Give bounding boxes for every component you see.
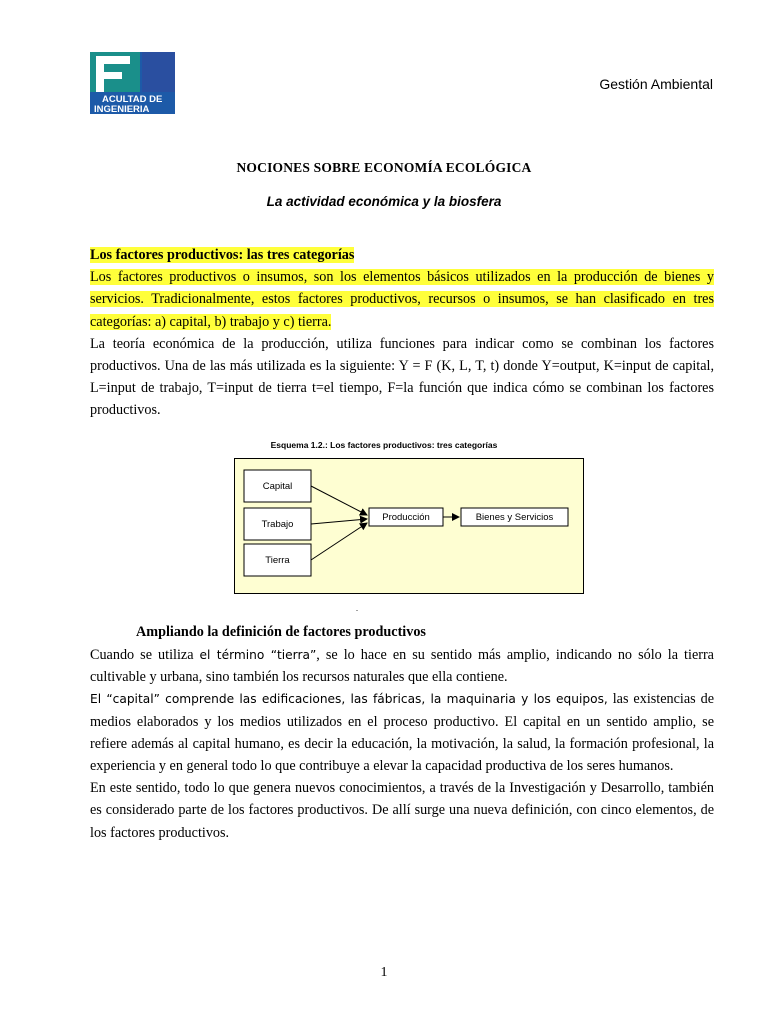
label-capital: Capital [262,481,293,492]
section2-paragraph-2 [90,688,714,777]
section2-paragraph-3: En este sentido, todo lo que genera nuevos conocimientos, a través de la Investigación y Desarrollo, también es considerado parte de los factores productivos. De allí surge una nueva definición, con cinco elementos, de los factores productivos. [90,780,714,841]
logo-line1: ACULTAD DE [102,94,163,105]
section1-paragraph: La teoría económica de la producción, utiliza funciones para indicar como se combinan los factores productivos. Una de las más utilizada es la siguiente: Y = F (K, L, T, t) donde Y=output, K=input de capital, L=input de trabajo, T=input de tierra t=el tiempo, F=la función que indica cómo se combinan los factores productivos. [90,335,714,419]
p2-start: El “capital” comprende las edificaciones, las fábricas, la maquinaria y los equipos, [90,692,608,707]
logo-line2: INGENIERIA [94,104,150,114]
label-tierra: Tierra [265,555,290,566]
document-title: NOCIONES SOBRE ECONOMÍA ECOLÓGICA [236,160,532,175]
section2-paragraph-1 [90,644,714,688]
p2-end: las existencias de medios elaborados y los medios utilizados en el proceso productivo. El capital en un sentido amplio, se refiere además al capital humano, es decir la educación, la motivación, la salud, la formación profesional, la experiencia y en general todo lo que contribuye a elevar la capacidad productiva de los seres humanos. [90,691,714,775]
label-bienes: Bienes y Servicios [475,512,554,523]
diagram-dot: . [356,604,358,613]
p1-term: el término “tierra” [199,648,317,662]
faculty-logo [90,52,175,114]
label-trabajo: Trabajo [261,519,294,530]
factors-diagram [234,458,584,594]
section-ampliando [90,644,714,844]
diagram-caption: Esquema 1.2.: Los factores productivos: tres categorías [270,440,498,450]
header-course-label: Gestión Ambiental [599,76,713,92]
section2-heading: Ampliando la definición de factores productivos [136,624,426,640]
section1-highlighted-paragraph: Los factores productivos o insumos, son los elementos básicos utilizados en la producción de bienes y servicios. Tradicionalmente, estos factores productivos, recursos o insumos, se han clasificado en tres categorías: a) capital, b) trabajo y c) tierra. [90,269,714,330]
section-factores [90,244,714,422]
section1-heading: Los factores productivos: las tres categorías [90,247,355,263]
page-number: 1 [380,965,388,980]
p1-end: , se lo hace en su sentido más amplio, indicando no sólo la tierra cultivable y urbana, sino también los recursos naturales que ella contiene. [90,647,714,686]
p1-start: Cuando se utiliza [90,647,200,663]
label-produccion: Producción [382,512,430,523]
document-subtitle: La actividad económica y la biosfera [266,194,502,209]
